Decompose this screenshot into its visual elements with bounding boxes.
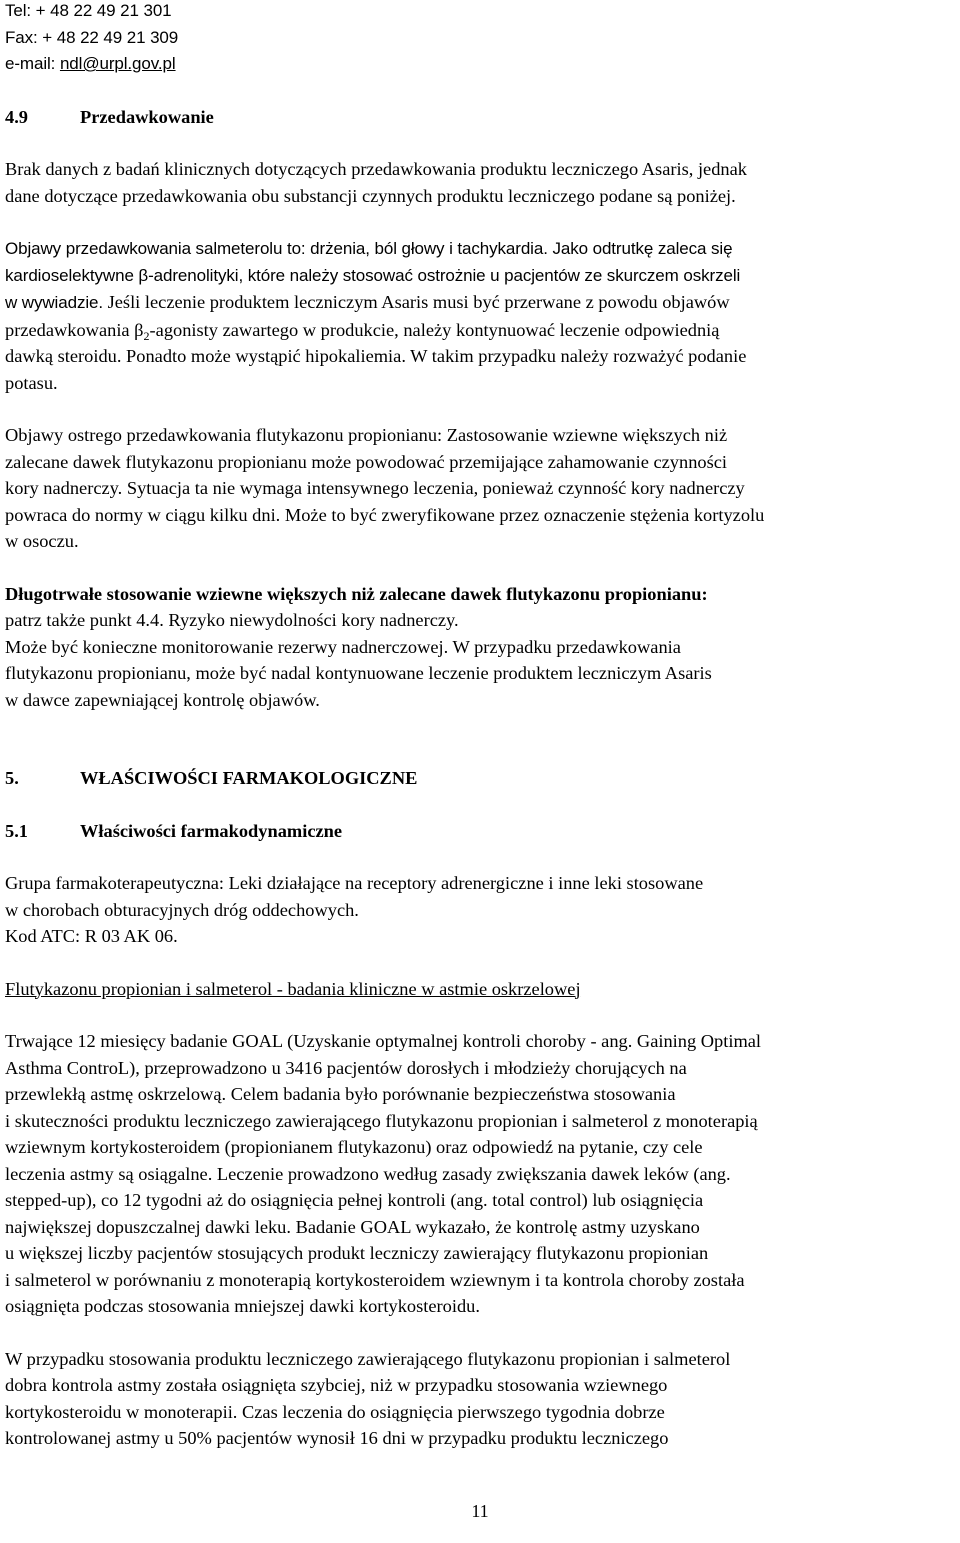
clinical-trials-subheading [5, 976, 957, 1003]
document-page [5, 0, 957, 1452]
paragraph-line: i salmeterol w porównaniu z monoterapią kortykosteroidem wziewnym i ta kontrola choroby została [5, 1269, 745, 1290]
beta-agonist-text: przedawkowania β [5, 319, 144, 340]
paragraph-line: zalecane dawek flutykazonu propionianu może powodować przemijające zahamowanie czynności [5, 451, 728, 472]
long-term-title: Długotrwałe stosowanie wziewne większych niż zalecane dawek flutykazonu propionianu: [5, 583, 708, 604]
paragraph-line [5, 289, 957, 317]
paragraph-line: największej dopuszczalnej dawki leku. Badanie GOAL wykazało, że kontrolę astmy uzyskano [5, 1216, 700, 1237]
paragraph-line: kardioselektywne β-adrenolityki, które należy stosować ostrożnie u pacjentów ze skurczem oskrzeli [5, 265, 741, 285]
paragraph-line: dane dotyczące przedawkowania obu substancji czynnych produktu leczniczego podane są poniżej. [5, 185, 736, 206]
paragraph-line: powraca do normy w ciągu kilku dni. Może to być zweryfikowane przez oznaczenie stężenia kortyzolu [5, 504, 765, 525]
combination-paragraph [5, 1346, 957, 1452]
paragraph-line: Trwające 12 miesięcy badanie GOAL (Uzyskanie optymalnej kontroli choroby - ang. Gaining Optimal [5, 1031, 762, 1051]
contact-email-prefix: e-mail: [5, 54, 60, 73]
fluticasone-acute-paragraph [5, 422, 957, 555]
paragraph-line: dobra kontrola astmy została osiągnięta szybciej, niż w przypadku stosowania wziewnego [5, 1375, 668, 1395]
contact-email-line [5, 51, 957, 78]
overdose-intro-paragraph [5, 156, 957, 209]
paragraph-line: wziewnym kortykosteroidem (propionianem flutykazonu) oraz odpowiedź na pytanie, czy cele [5, 1137, 703, 1157]
section-5-1-heading [5, 818, 957, 845]
paragraph-line: patrz także punkt 4.4. Ryzyko niewydolności kory nadnerczy. [5, 610, 459, 630]
section-5-title: WŁAŚCIWOŚCI FARMAKOLOGICZNE [80, 768, 418, 788]
paragraph-line: osiągnięta podczas stosowania mniejszej dawki kortykosteroidu. [5, 1296, 480, 1316]
antidote-text: Jako odtrutkę zaleca się [547, 239, 733, 258]
paragraph-line: w dawce zapewniającej kontrolę objawów. [5, 689, 320, 710]
paragraph-line: w osoczu. [5, 531, 79, 551]
paragraph-line: w chorobach obturacyjnych dróg oddechowych. [5, 899, 359, 920]
paragraph-line: stepped-up), co 12 tygodni aż do osiągnięcia pełnej kontroli (ang. total control) lub osiągnięcia [5, 1190, 704, 1210]
contact-email-link[interactable]: ndl@urpl.gov.pl [59, 54, 176, 73]
section-5-heading [5, 765, 957, 792]
paragraph-line: Asthma ControL), przeprowadzono u 3416 pacjentów dorosłych i młodzieży chorujących na [5, 1057, 687, 1078]
section-5-1-number: 5.1 [5, 820, 28, 841]
beta-agonist-text-cont: -agonisty zawartego w produkcie, należy kontynuować leczenie odpowiednią [149, 319, 720, 340]
paragraph-line: Objawy ostrego przedawkowania flutykazonu propionianu: Zastosowanie wziewne większych niż [5, 425, 728, 445]
paragraph-line: kontrolowanej astmy u 50% pacjentów wynosił 16 dni w przypadku produktu leczniczego [5, 1428, 669, 1448]
paragraph-line [5, 317, 957, 344]
paragraph-line: i skuteczności produktu leczniczego zawierającego flutykazonu propionian i salmeterol z monoterapią [5, 1110, 758, 1131]
salmeterol-symptoms-text: Objawy przedawkowania salmeterolu to: drżenia, ból głowy i tachykardia. [5, 239, 548, 258]
paragraph-line: leczenia astmy są osiągalne. Leczenie prowadzono według zasady zwiększania dawek leków (ang. [5, 1163, 731, 1184]
paragraph-line: dawką steroidu. Ponadto może wystąpić hipokaliemia. W takim przypadku należy rozważyć podanie [5, 346, 747, 366]
contact-tel: Tel: + 48 22 49 21 301 [5, 1, 172, 20]
contact-fax: Fax: + 48 22 49 21 309 [5, 27, 179, 47]
page-number: 11 [471, 1501, 489, 1521]
goal-study-paragraph [5, 1028, 957, 1320]
paragraph-line: Grupa farmakoterapeutyczna: Leki działające na receptory adrenergiczne i inne leki stosowane [5, 873, 704, 893]
section-4-9-number: 4.9 [5, 106, 28, 127]
paragraph-line: kortykosteroidu w monoterapii. Czas leczenia do osiągnięcia pierwszego tygodnia dobrze [5, 1401, 665, 1422]
pharmacotherapeutic-group-paragraph [5, 870, 957, 950]
paragraph-line [5, 235, 957, 263]
paragraph-line: W przypadku stosowania produktu leczniczego zawierającego flutykazonu propionian i salmeterol [5, 1348, 731, 1369]
section-4-9-heading [5, 104, 957, 131]
history-text: w wywiadzie. [5, 293, 103, 312]
beta-subscript: 2 [143, 328, 150, 343]
contact-block [5, 0, 957, 78]
section-5-1-title: Właściwości farmakodynamiczne [80, 820, 343, 841]
section-4-9-title: Przedawkowanie [80, 106, 214, 127]
paragraph-line: flutykazonu propionianu, może być nadal kontynuowane leczenie produktem leczniczym Asaris [5, 663, 712, 683]
paragraph-line: Może być konieczne monitorowanie rezerwy nadnerczowej. W przypadku przedawkowania [5, 636, 681, 657]
paragraph-line: potasu. [5, 372, 58, 393]
paragraph-line: u większej liczby pacjentów stosujących produkt leczniczy zawierający flutykazonu propionian [5, 1243, 709, 1263]
section-5-number: 5. [5, 768, 19, 788]
paragraph-line: Brak danych z badań klinicznych dotyczących przedawkowania produktu leczniczego Asaris, jednak [5, 159, 747, 179]
paragraph-line: kory nadnerczy. Sytuacja ta nie wymaga intensywnego leczenia, ponieważ czynność kory nadnerczy [5, 478, 745, 498]
long-term-paragraph [5, 581, 957, 714]
subheading-text: Flutykazonu propionian i salmeterol - badania kliniczne w astmie oskrzelowej [5, 978, 581, 999]
atc-code: Kod ATC: R 03 AK 06. [5, 926, 178, 946]
paragraph-line: przewlekłą astmę oskrzelową. Celem badania było porównanie bezpieczeństwa stosowania [5, 1084, 676, 1104]
salmeterol-overdose-paragraph [5, 235, 957, 396]
discontinuation-text: Jeśli leczenie produktem leczniczym Asaris musi być przerwane z powodu objawów [103, 292, 730, 312]
